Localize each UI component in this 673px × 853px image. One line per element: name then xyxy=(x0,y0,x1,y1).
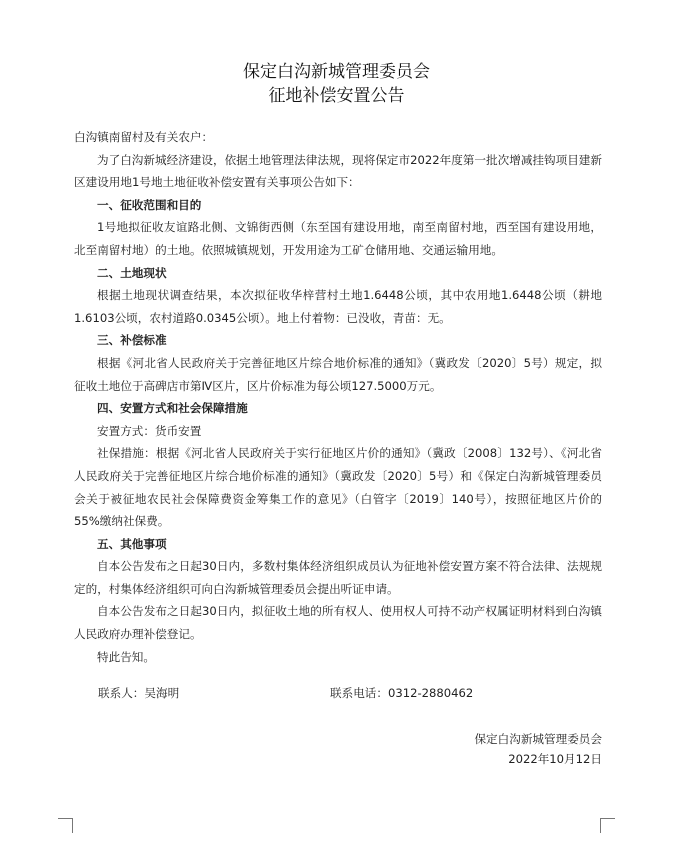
page-corner-mark-right xyxy=(600,818,615,833)
notice-body xyxy=(74,126,602,668)
section-paragraph: 根据土地现状调查结果，本次拟征收华梓营村土地1.6448公顷，其中农用地1.6448公顷（耕地1.6103公顷，农村道路0.0345公顷）。地上付着物：已没收，青苗：无。 xyxy=(74,288,602,325)
closing-line: 特此告知。 xyxy=(97,649,155,664)
section-paragraph: 社保措施：根据《河北省人民政府关于实行征地区片价的通知》（冀政〔2008〕132号）、《河北省人民政府关于完善征地区片综合地价标准的通知》（冀政发〔2020〕5号）和《保定白沟新城管理委员会关于被征地农民社会保障费资金筹集工作的意见》（白管字〔2019〕140号），按照征地区片价的55%缴纳社保费。 xyxy=(74,446,602,529)
section-heading: 二、土地现状 xyxy=(97,265,167,280)
page-title: 保定白沟新城管理委员会 xyxy=(243,62,430,82)
section-heading: 四、安置方式和社会保障措施 xyxy=(97,401,248,416)
section-paragraph: 1号地拟征收友谊路北侧、文锦街西侧（东至国有建设用地，南至南留村地，西至国有建设用地，北至南留村地）的土地。依照城镇规划，开发用途为工矿仓储用地、交通运输用地。 xyxy=(74,220,602,257)
section-heading: 五、其他事项 xyxy=(97,536,167,551)
page-subtitle: 征地补偿安置公告 xyxy=(268,86,405,106)
signature-org: 保定白沟新城管理委员会 xyxy=(474,732,602,746)
section-paragraph: 安置方式：货币安置 xyxy=(97,423,202,438)
page-corner-mark-left xyxy=(58,818,73,833)
section-paragraph: 自本公告发布之日起30日内，拟征收土地的所有权人、使用权人可持不动产权属证明材料到白沟镇人民政府办理补偿登记。 xyxy=(74,604,602,642)
section-heading: 一、征收范围和目的 xyxy=(97,197,202,212)
section-heading: 三、补偿标准 xyxy=(97,333,167,348)
intro-paragraph: 为了白沟新城经济建设，依据土地管理法律法规，现将保定市2022年度第一批次增减挂钩项目建新区建设用地1号地土地征收补偿安置有关事项公告如下： xyxy=(74,152,602,190)
contact-phone: 联系电话：0312-2880462 xyxy=(330,686,474,700)
contact-person: 联系人：吴海明 xyxy=(98,686,180,700)
section-paragraph: 自本公告发布之日起30日内，多数村集体经济组织成员认为征地补偿安置方案不符合法律、法规规定的，村集体经济组织可向白沟新城管理委员会提出听证申请。 xyxy=(74,559,602,596)
section-paragraph: 根据《河北省人民政府关于完善征地区片综合地价标准的通知》（冀政发〔2020〕5号）规定，拟征收土地位于高碑店市第Ⅳ区片，区片价标准为每公顷127.5000万元。 xyxy=(74,355,602,393)
signature-date: 2022年10月12日 xyxy=(508,752,602,766)
salutation: 白沟镇南留村及有关农户： xyxy=(74,130,214,144)
